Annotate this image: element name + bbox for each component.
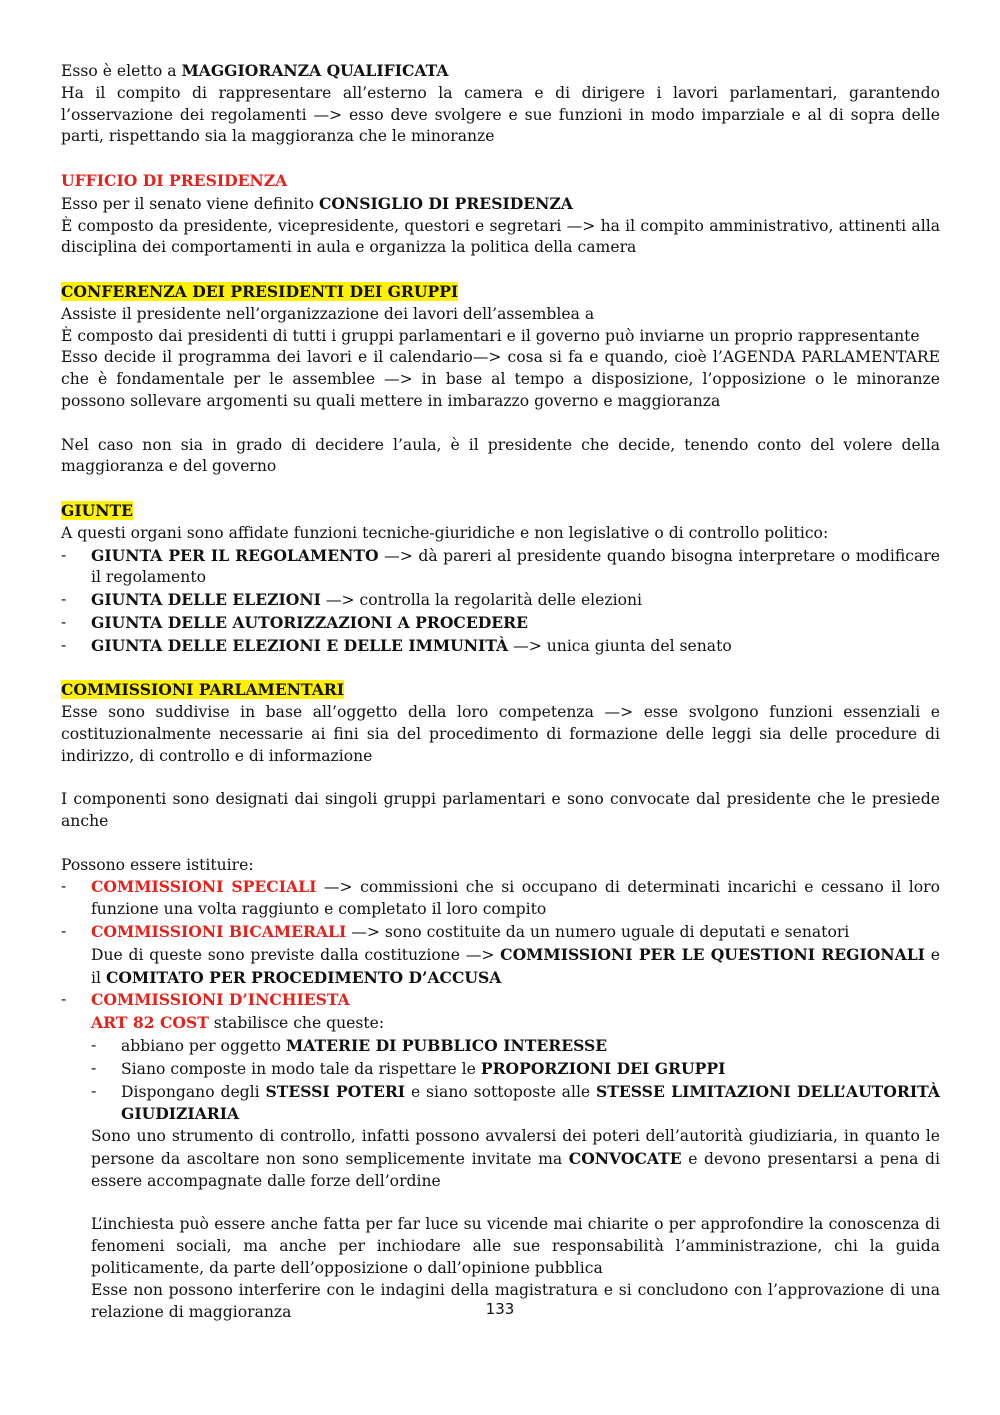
- giunte-heading: GIUNTE: [61, 500, 133, 520]
- commissioni-paragraph-2: I componenti sono designati dai singoli gruppi parlamentari e sono convocate dal presidente che le presiede anche: [61, 790, 940, 831]
- sub-list-item: - abbiano per oggetto MATERIE DI PUBBLICO INTERESSE: [91, 1036, 608, 1056]
- conferenza-line-2: È composto dai presidenti di tutti i gruppi parlamentari e il governo può inviarne un proprio rappresentante: [61, 326, 920, 345]
- list-item: - GIUNTA DELLE ELEZIONI —> controlla la regolarità delle elezioni: [61, 590, 643, 610]
- sub-list-item: - Dispongano degli STESSI POTERI e siano sottoposte alle STESSE LIMITAZIONI DELL’AUTORITÀ GIUDIZIARIA: [91, 1081, 940, 1124]
- intro-line-1: Esso è eletto a MAGGIORANZA QUALIFICATA: [61, 61, 449, 80]
- commissioni-paragraph-1: Esse sono suddivise in base all’oggetto della loro competenza —> esse svolgono funzioni essenziali e costituzionalmente necessarie ai fini sia del procedimento di formazione delle leggi sia delle procedure di indirizzo, di controllo e di informazione: [61, 703, 940, 765]
- commissioni-heading: COMMISSIONI PARLAMENTARI: [61, 680, 345, 700]
- inchiesta-paragraph-3: Esse non possono interferire con le indagini della magistratura e si concludono con l’approvazione di una relazione di maggioranza: [91, 1280, 940, 1321]
- conferenza-paragraph-4: Nel caso non sia in grado di decidere l’aula, è il presidente che decide, tenendo conto del volere della maggioranza e del governo: [61, 435, 940, 476]
- commissioni-list-intro: Possono essere istituire:: [61, 855, 254, 874]
- list-item-inchiesta: - COMMISSIONI D’INCHIESTA: [61, 990, 350, 1010]
- list-item: - GIUNTA DELLE ELEZIONI E DELLE IMMUNITÀ —> unica giunta del senato: [61, 635, 732, 655]
- art-82-line: ART 82 COST stabilisce che queste:: [91, 1013, 385, 1033]
- giunte-intro: A questi organi sono affidate funzioni tecniche-giuridiche e non legislative o di controllo politico:: [61, 523, 829, 542]
- document-page: [61, 60, 940, 1323]
- ufficio-line-1: Esso per il senato viene definito CONSIGLIO DI PRESIDENZA: [61, 193, 573, 213]
- page-number: 133: [485, 1300, 515, 1318]
- list-item-speciali: - COMMISSIONI SPECIALI —> commissioni che si occupano di determinati incarichi e cessano il loro funzione una volta raggiunto e completato il loro compito: [61, 877, 940, 919]
- list-item: - GIUNTA DELLE AUTORIZZAZIONI A PROCEDERE: [61, 612, 528, 632]
- sub-list-item: - Siano composte in modo tale da rispettare le PROPORZIONI DEI GRUPPI: [91, 1058, 726, 1078]
- inchiesta-paragraph-2: L’inchiesta può essere anche fatta per far luce su vicende mai chiarite o per approfondire la conoscenza di fenomeni sociali, ma anche per inchiodare alle sue responsabilità l’amministrazione, chi la guida politicamente, da parte dell’opposizione o dall’opinione pubblica: [91, 1215, 940, 1278]
- inchiesta-paragraph-1: Sono uno strumento di controllo, infatti possono avvalersi dei poteri dell’autorità giudiziaria, in quanto le persone da ascoltare non sono semplicemente invitate ma CONVOCATE e devono presentarsi a pena di essere accompagnate dalle forze dell’ordine: [91, 1127, 940, 1190]
- conferenza-paragraph-3: Esso decide il programma dei lavori e il calendario—> cosa si fa e quando, cioè l’AGENDA PARLAMENTARE che è fondamentale per le assemblee —> in base al tempo a disposizione, l’opposizione o le minoranze possono sollevare argomenti su quali mettere in imbarazzo governo e maggioranza: [61, 348, 940, 410]
- ufficio-paragraph: È composto da presidente, vicepresidente, questori e segretari —> ha il compito amministrativo, attinenti alla disciplina dei comportamenti in aula e organizza la politica della camera: [61, 216, 940, 257]
- list-item-bicamerali: - COMMISSIONI BICAMERALI —> sono costituite da un numero uguale di deputati e senatori: [61, 922, 850, 942]
- bicamerali-detail: Due di queste sono previste dalla costituzione —> COMMISSIONI PER LE QUESTIONI REGIONALI e il COMITATO PER PROCEDIMENTO D’ACCUSA: [91, 944, 940, 987]
- intro-paragraph: Ha il compito di rappresentare all’esterno la camera e di dirigere i lavori parlamentari, garantendo l’osservazione dei regolamenti —> esso deve svolgere e sue funzioni in modo imparziale e al di sopra delle parti, rispettando sia la maggioranza che le minoranze: [61, 83, 940, 146]
- conferenza-line-1: Assiste il presidente nell’organizzazione dei lavori dell’assemblea a: [61, 304, 595, 323]
- conferenza-heading: CONFERENZA DEI PRESIDENTI DEI GRUPPI: [61, 281, 459, 301]
- ufficio-heading: UFFICIO DI PRESIDENZA: [61, 170, 288, 190]
- list-item: - GIUNTA PER IL REGOLAMENTO —> dà pareri al presidente quando bisogna interpretare o modificare il regolamento: [61, 545, 940, 587]
